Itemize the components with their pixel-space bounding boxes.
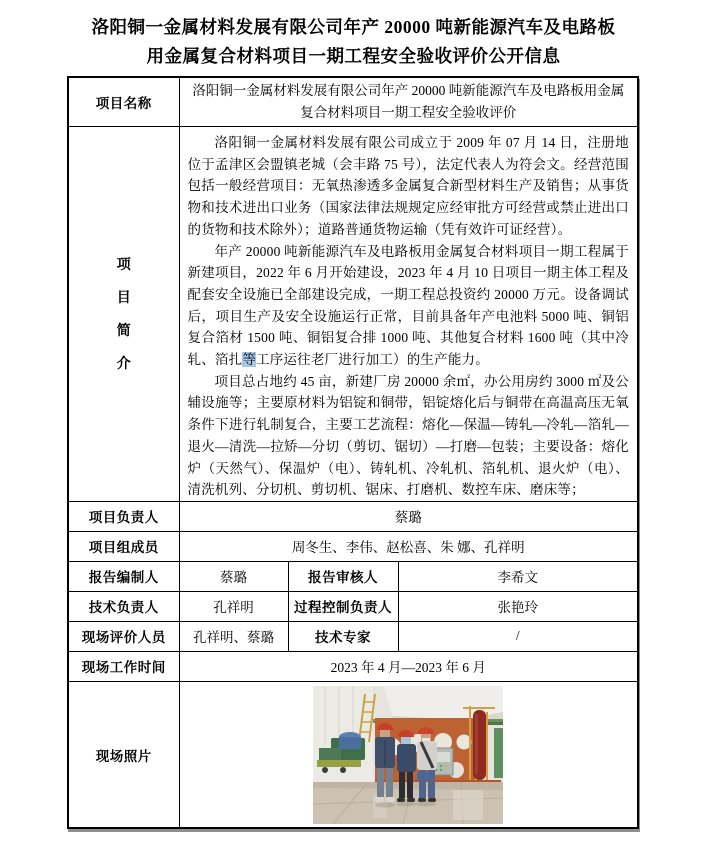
intro-paragraph-2 [188,241,630,371]
selection-highlighted-text: 等 [242,352,257,368]
site-work-time-label: 现场工作时间 [68,651,179,681]
site-photo-container [184,686,634,824]
tech-expert-label: 技术专家 [288,621,398,651]
project-name-value: 洛阳铜一金属材料发展有限公司年产 20000 吨新能源汽车及电路板用金属复合材料项目一期工程安全验收评价 [179,77,638,127]
process-control-leader-label: 过程控制负责人 [288,591,398,621]
site-photo [313,686,503,824]
document-title [0,0,707,71]
site-work-time-value: 2023 年 4 月—2023 年 6 月 [179,651,638,681]
project-team-label: 项目组成员 [68,531,179,561]
table-row [68,561,638,591]
table-row [68,621,638,651]
intro-label-char: 简 [116,324,131,340]
document-title-line1: 洛阳铜一金属材料发展有限公司年产 20000 吨新能源汽车及电路板 [91,17,616,37]
intro-label-char: 项 [116,258,131,274]
table-row [68,501,638,531]
tech-leader-label: 技术负责人 [68,591,179,621]
intro-label-char: 目 [116,291,131,307]
tech-leader-value: 孔祥明 [179,591,288,621]
document-title-line2: 用金属复合材料项目一期工程安全验收评价公开信息 [146,46,561,66]
site-evaluators-value: 孔祥明、蔡璐 [179,621,288,651]
process-control-leader-value: 张艳玲 [398,591,638,621]
tech-expert-value: / [398,621,638,651]
report-writer-value: 蔡璐 [179,561,288,591]
intro-paragraph-3: 项目总占地约 45 亩，新建厂房 20000 余㎡，办公用房约 3000 ㎡及公辅设施等；主要原材料为铝锭和铜带，铝锭熔化后与铜带在高温高压无氧条件下进行轧制复合，主要工艺流程：熔化—保温—铸轧—冷轧—箔轧—退火—清洗—拉矫—分切（剪切、锯切）—打磨—包装；主要设备：熔化炉（天然气）、保温炉（电）、铸轧机、冷轧机、箔轧机、退火炉（电）、清洗机列、分切机、剪切机、锯床、打磨机、数控车床、磨床等； [187,373,629,498]
table-row [68,681,638,828]
project-intro-value [179,127,638,502]
report-reviewer-value: 李希文 [398,561,638,591]
site-photo-cell [179,681,638,828]
project-info-table [67,76,639,829]
table-row [68,651,638,681]
report-writer-label: 报告编制人 [68,561,179,591]
table-row [68,77,638,127]
intro-paragraph-2-text: 工序运往老厂进行加工）的生产能力。 [256,352,489,368]
project-intro-label-cell [68,127,179,502]
intro-label-char: 介 [116,357,131,373]
intro-paragraph-2-text: 年产 20000 吨新能源汽车及电路板用金属复合材料项目一期工程属于新建项目，2022 年 6 月开始建设，2023 年 4 月 10 日项目一期主体工程及配套安全设施已全部建设完成，一期工程总投资约 20000 万元。设备调试后，项目生产及安全设施运行正常，目前具备年产电池料 5000 吨、铜铝复合箔材 1500 吨、铜铝复合排 1000 吨、其他复合材料 1600 吨（其中冷轧、箔扎 [187,243,629,368]
intro-paragraph-1: 洛阳铜一金属材料发展有限公司成立于 2009 年 07 月 14 日，注册地位于孟津区会盟镇老城（会丰路 75 号），法定代表人为符会文。经营范围包括一般经营项目：无氧热渗透多金属复合新型材料生产及销售；从事货物和技术进出口业务（国家法律法规规定应经审批方可经营或禁止进出口的货物和技术除外）；道路普通货物运输（凭有效许可证经营）。 [187,135,629,237]
site-evaluators-label: 现场评价人员 [68,621,179,651]
table-row [68,591,638,621]
table-row [68,531,638,561]
project-intro-label [73,254,175,373]
project-leader-value: 蔡璐 [179,501,638,531]
report-reviewer-label: 报告审核人 [288,561,398,591]
table-row [68,127,638,502]
project-team-value: 周冬生、李伟、赵松喜、朱 娜、孔祥明 [179,531,638,561]
site-photo-label: 现场照片 [68,681,179,828]
project-leader-label: 项目负责人 [68,501,179,531]
project-name-label: 项目名称 [68,77,179,127]
